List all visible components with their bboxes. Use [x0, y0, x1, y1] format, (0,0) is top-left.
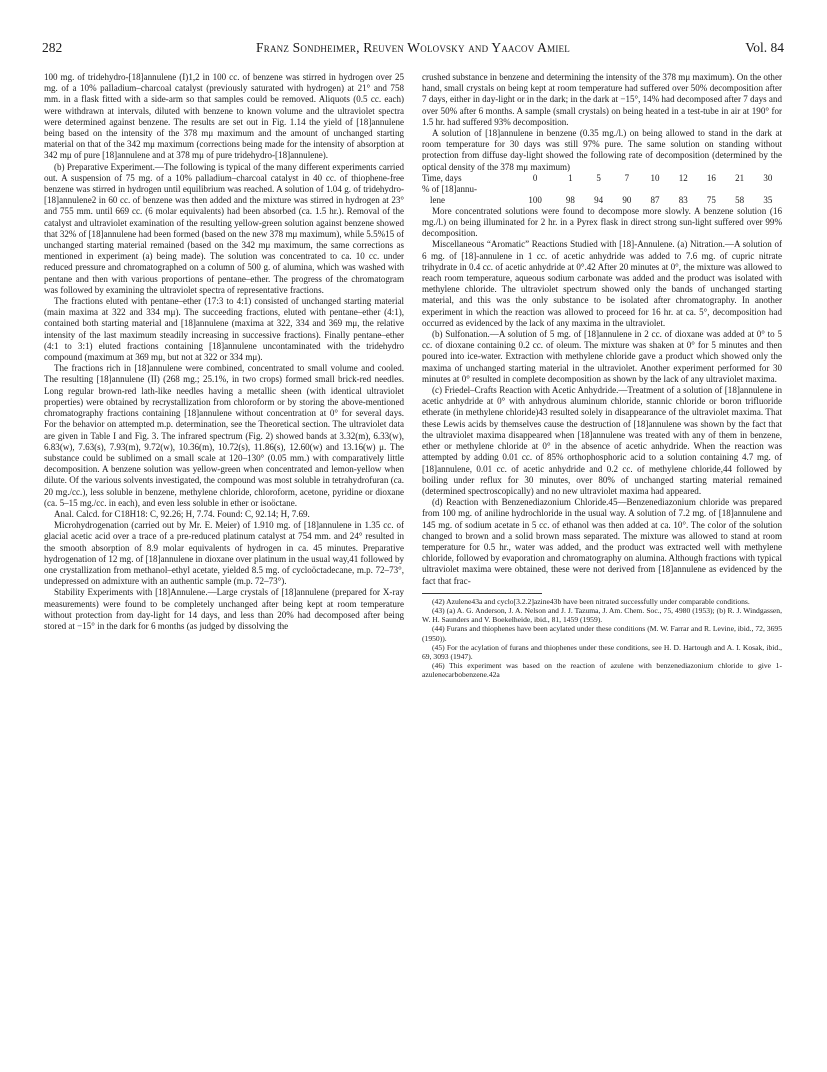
table-cell: 83 — [678, 194, 688, 205]
paragraph: Stability Experiments with [18]Annulene.—Large crystals of [18]annulene (prepared for X-ray measurements) were found to be completely unchanged after being kept at room temperature without protection from day-light for 14 days, and less than 20% had decomposed after being stored at −15° in the dark for 6 months (as judged by dissolving the — [44, 587, 404, 631]
table-row — [422, 195, 782, 206]
table-cell: 98 — [565, 194, 575, 205]
page-number: 282 — [42, 40, 63, 55]
table-cell: 5 — [596, 172, 601, 183]
table-cell: 35 — [763, 194, 773, 205]
paragraph: Anal. Calcd. for C18H18: C, 92.26; H, 7.74. Found: C, 92.14; H, 7.69. — [54, 508, 310, 519]
paragraph: Miscellaneous “Aromatic” Reactions Studied with [18]-Annulene. (a) Nitration.—A solution of 6 mg. of [18]-annulene in 1 cc. of acetic anhydride was added to 7.6 mg. of cupric nitrate trihydrate in 0.4 cc. of acetic anhydride at 0°.42 After 20 minutes at 0°, the mixture was allowed to reach room temperature, aqueous sodium carbonate was added and the product was isolated with methylene chloride. The ultraviolet spectrum showed only the bands of unchanged starting material, and this was the only substance to be isolated after chromatography. In another experiment in which the reaction was allowed to proceed for 16 hr. at ca. 5°, decomposition had occurred as evidenced by the lack of any maxima in the ultraviolet. — [422, 239, 782, 328]
table-cell: 12 — [678, 172, 688, 183]
footnote: (45) For the acylation of furans and thiophenes under these conditions, see H. D. Hartough and A. I. Kosak, ibid., 69, 3093 (1947). — [422, 642, 782, 661]
table-cell: 94 — [594, 194, 604, 205]
paragraph: The fractions eluted with pentane–ether (17:3 to 4:1) consisted of unchanged starting material (main maxima at 322 and 334 mμ). The succeeding fractions, eluted with pentane–ether (4:1), contained both starting material and [18]annulene (maxima at 322, 334 and 369 mμ, the relative intensity of the last maximum steadily increasing in successive fractions). Finally pentane–ether (4:1 to 3:1) eluted fractions containing [18]annulene uncontaminated with the tridehydro compound (maximum at 369 mμ, but not at 322 or 334 mμ). — [44, 296, 404, 363]
paragraph: A solution of [18]annulene in benzene (0.35 mg./l.) on being allowed to stand in the dark at room temperature for 30 days was still 97% pure. The same solution on standing without protection from diffuse day-light showed the following rate of decomposition (determined by the optical density of the 378 mμ maximum) — [422, 128, 782, 172]
paragraph: crushed substance in benzene and determining the intensity of the 378 mμ maximum). On the other hand, small crystals on being kept at room temperature had suffered over 50% decomposition after 7 days, either in day-light or in the dark; in the dark at −15°, 14% had decomposed after 7 days and over 50% after 6 months. A sample (small crystals) on being heated in a test-tube in air at 190° for 1.5 hr. had suffered 93% decomposition. — [422, 72, 782, 127]
table-row — [422, 173, 782, 184]
right-column — [422, 72, 782, 680]
page-header — [42, 40, 784, 58]
paragraph: (c) Friedel–Crafts Reaction with Acetic Anhydride.—Treatment of a solution of [18]annulene in acetic anhydride at 0° with anhydrous aluminum chloride, stannic chloride or boron trifluoride etherate (in methylene chloride)43 resulted solely in disappearance of the ultraviolet maxima. That these Lewis acids by themselves cause the destruction of [18]annulene was shown by the fact that the ultraviolet maxima disappeared when [18]annulene was treated with any of them in benzene, ether or methylene chloride at 0° in the absence of acetic anhydride. When the reaction was attempted by adding 0.01 cc. of 85% orthophosphoric acid to a solution containing 4.7 mg. of [18]annulene, 0.01 cc. of acetic anhydride and 0.2 cc. of methylene chloride,44 followed by boiling under reflux for 30 minutes, over 80% of unchanged starting material remained (determined spectroscopically) and no new ultraviolet maxima had appeared. — [422, 385, 782, 496]
table-cell: 30 — [763, 172, 773, 183]
table-cell: 10 — [650, 172, 660, 183]
left-column — [44, 72, 404, 632]
footnote: (42) Azulene43a and cyclo[3.2.2]azine43b have been nitrated successfully under comparable conditions. — [432, 596, 750, 606]
footnote: (43) (a) A. G. Anderson, J. A. Nelson and J. J. Tazuma, J. Am. Chem. Soc., 75, 4980 (1953); (b) R. J. Windgassen, W. H. Saunders and V. Boekelheide, ibid., 81, 1459 (1959). — [422, 605, 782, 625]
volume-label: Vol. 84 — [745, 40, 784, 55]
footnote: (46) This experiment was based on the reaction of azulene with benzenediazonium chloride to give 1-azulenecarbobenzene.42a — [422, 661, 782, 680]
paragraph: The fractions rich in [18]annulene were combined, concentrated to small volume and cooled. The resulting [18]annulene (II) (268 mg.; 25.1%, in two crops) formed small brick-red needles. Long regular brown-red lath-like needles having a metallic sheen (with identical ultraviolet properties) were obtained by recrystallization from chloroform or by storing the above-mentioned chromatography fractions containing [18]annulene without concentration at 0° for several days. For the behavior on attempted m.p. determination, see the Theoretical section. The ultraviolet data are given in Table I and Fig. 3. The infrared spectrum (Fig. 2) showed bands at 3.32(m), 6.33(w), 6.83(w), 7.63(s), 7.93(m), 9.72(w), 10.36(m), 10.72(s), 11.86(s), 12.60(w) and 13.16(w) μ. The substance could be sublimed on a small scale at 120–130° (0.05 mm.) with comparatively little decomposition. A benzene solution was yellow-green when concentrated and lemon-yellow when dilute. Of the various solvents investigated, the compound was most soluble in tetrahydrofuran (ca. 20 mg./cc.), less soluble in benzene, methylene chloride, chloroform, acetone, pyridine or dioxane (ca. 5–15 mg./cc. in each), and even less soluble in ether or isoöctane. — [44, 363, 404, 508]
row-label: Time, days — [422, 172, 462, 183]
table-cell: 58 — [735, 194, 745, 205]
paragraph: (b) Sulfonation.—A solution of 5 mg. of [18]annulene in 2 cc. of dioxane was added at 0° to 5 cc. of dioxane containing 0.2 cc. of oleum. The mixture was shaken at 0° for 5 minutes and then poured into ice-water. Extraction with methylene chloride gave a product which showed only the maxima of unchanged starting material in the ultraviolet. Another experiment performed for 30 minutes at 0° resulted in complete decomposition as shown by the lack of any ultraviolet maxima. — [422, 329, 782, 384]
table-cell: 75 — [706, 194, 716, 205]
paragraph: (b) Preparative Experiment.—The following is typical of the many different experiments carried out. A suspension of 75 mg. of a 10% palladium–charcoal catalyst in 40 cc. of thiophene-free benzene was stirred in hydrogen until equilibrium was reached. A solution of 1.04 g. of tridehydro-[18]annulene2 in 60 cc. of benzene was then added and the mixture was stirred in hydrogen at 23° and 755 mm. until 669 cc. (6 molar equivalents) had been absorbed (ca. 1.5 hr.). Removal of the catalyst and ultraviolet examination of the resulting yellow-green solution against benzene showed that 32% of [18]annulene had been formed (based on the new 378 mμ maximum), while 5.5%15 of unchanged starting material remained (based on the 342 mμ maximum, the same corrections as mentioned in experiment (a) being made). The solution was concentrated to ca. 10 cc. under reduced pressure and chromatographed on a column of 500 g. of alumina, which was washed with pentane and then with various proportions of pentane–ether. The progress of the chromatogram was followed by examining the ultraviolet spectra of representative fractions. — [44, 161, 404, 295]
paragraph: 100 mg. of tridehydro-[18]annulene (I)1,2 in 100 cc. of benzene was stirred in hydrogen over 25 mg. of a 10% palladium–charcoal catalyst (previously saturated with hydrogen) at 21° and 758 mm. in a flask fitted with a side-arm so that samples could be removed. Aliquots (0.5 cc. each) were withdrawn at intervals, diluted with benzene to known volume and the ultraviolet spectra were determined against benzene. The results are set out in Fig. 1.14 the yield of [18]annulene being based on the intensity of the 378 mμ maximum and the amount of unchanged starting material on that of the 342 mμ maximum (corrections being made for the intensity of absorption at 342 mμ of pure [18]annulene and at 378 mμ of pure tridehydro-[18]annulene). — [44, 72, 404, 161]
table-cell: 90 — [622, 194, 632, 205]
table-cell: 87 — [650, 194, 660, 205]
table-cell: 0 — [532, 172, 538, 183]
footnote-divider — [422, 593, 542, 594]
row-label: lene — [430, 194, 445, 205]
row-label: % of [18]annu- — [422, 183, 477, 194]
table-cell: 1 — [568, 172, 573, 183]
running-authors: Franz Sondheimer, Reuven Wolovsky and Yaacov Amiel — [256, 40, 570, 55]
table-cell: 7 — [624, 172, 630, 183]
table-row — [422, 184, 782, 195]
table-cell: 21 — [735, 172, 745, 183]
table-cell: 16 — [706, 172, 716, 183]
paragraph: More concentrated solutions were found to decompose more slowly. A benzene solution (16 mg./l.) on being illuminated for 2 hr. in a Pyrex flask in direct strong sun-light suffered over 99% decomposition. — [422, 205, 782, 239]
decomposition-table — [422, 173, 782, 206]
paragraph: Microhydrogenation (carried out by Mr. E. Meier) of 1.910 mg. of [18]annulene in 1.35 cc. of glacial acetic acid over a trace of a pre-reduced platinum catalyst at 754 mm. and 24° resulted in the smooth absorption of 8.9 molar equivalents of hydrogen in ca. 45 minutes. Preparative hydrogenation of 12 mg. of [18]annulene in dioxane over platinum in the usual way,41 followed by one crystallization from methanol–ethyl acetate, yielded 8.5 mg. of cycloöctadecane, m.p. 72–73°, undepressed on admixture with an authentic sample (m.p. 72–73°). — [44, 520, 404, 587]
footnote: (44) Furans and thiophenes have been acylated under these conditions (M. W. Farrar and R. Levine, ibid., 72, 3695 (1950)). — [422, 624, 782, 643]
paragraph: (d) Reaction with Benzenediazonium Chloride.45—Benzenediazonium chloride was prepared from 100 mg. of aniline hydrochloride in the usual way. A solution of 7.2 mg. of [18]annulene and 145 mg. of sodium acetate in 5 cc. of ethanol was then added at ca. 10°. The color of the solution changed to brown and a solid brown mass separated. The mixture was allowed to stand at room temperature for 0.5 hr., water was added, and the product was extracted well with methylene chloride, followed by evaporation and chromatography on alumina. Although fractions with typical ultraviolet maxima were obtained, these were not derived from [18]annulene as evidenced by the fact that frac- — [422, 497, 782, 586]
table-cell: 100 — [528, 194, 542, 205]
